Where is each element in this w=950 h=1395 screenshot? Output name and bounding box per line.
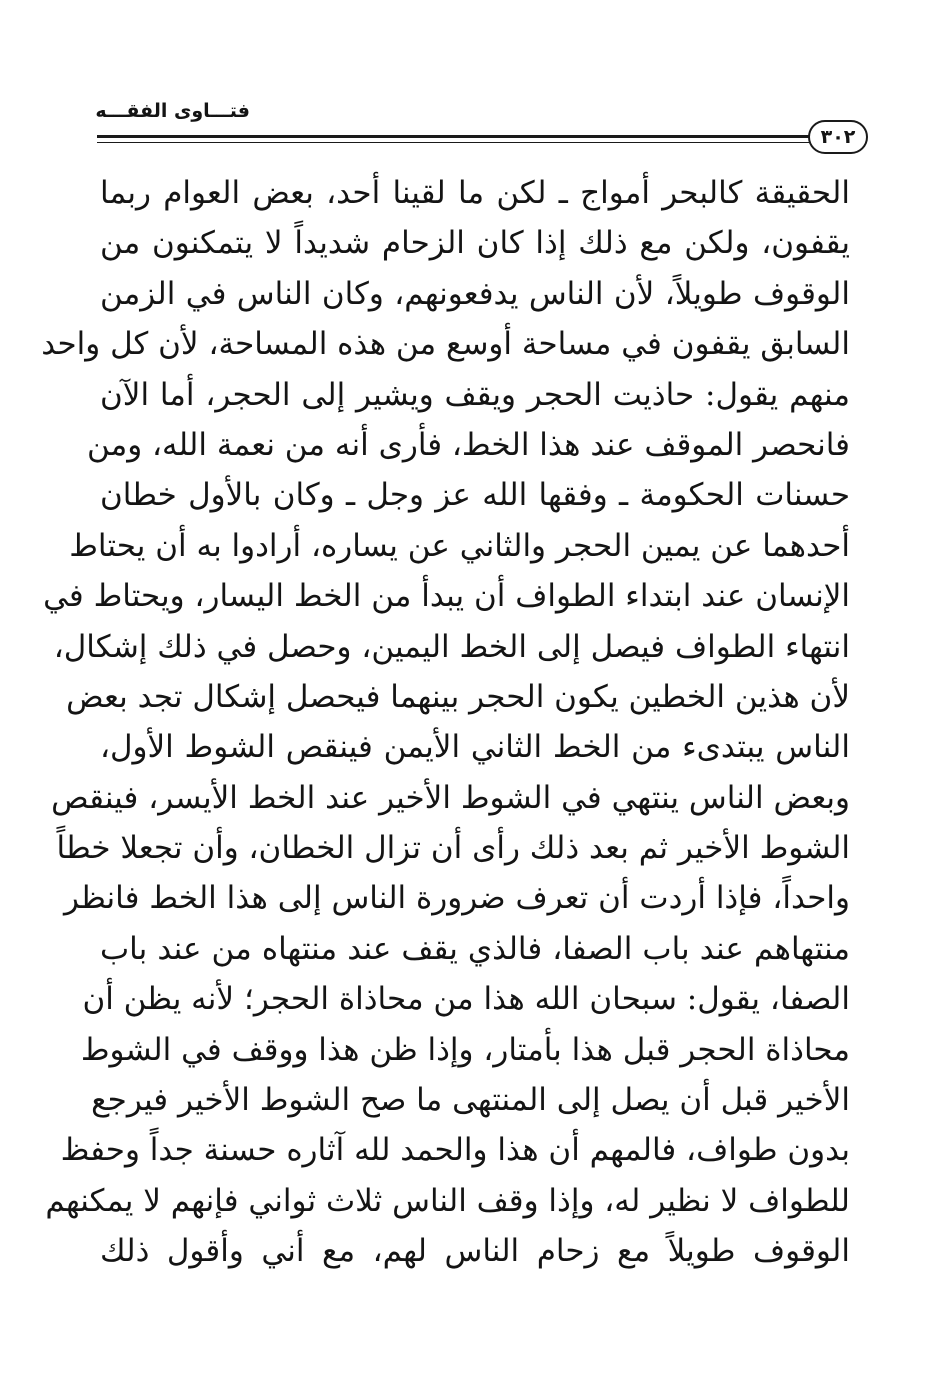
text-line: منتهاهم عند باب الصفا، فالذي يقف عند منتهاه من عند باب xyxy=(100,930,850,967)
text-line: محاذاة الحجر قبل هذا بأمتار، وإذا ظن هذا ووقف في الشوط xyxy=(80,1031,850,1068)
text-line: الحقيقة كالبحر أمواج ـ لكن ما لقينا أحد، بعض العوام ربما xyxy=(100,175,850,211)
text-line: الأخير قبل أن يصل إلى المنتهى ما صح الشوط الأخير فيرجع xyxy=(91,1082,850,1119)
text-line: انتهاء الطواف فيصل إلى الخط اليمين، وحصل في ذلك إشكال، xyxy=(53,628,850,665)
page-number-badge: ٣٠٢ xyxy=(808,120,868,154)
text-line: الإنسان عند ابتداء الطواف أن يبدأ من الخط اليسار، ويحتاط في xyxy=(43,578,850,615)
text-line: منهم يقول: حاذيت الحجر ويقف ويشير إلى الحجر، أما الآن xyxy=(100,376,850,413)
running-header-title: فتـــاوى الفقـــه xyxy=(95,100,250,122)
text-line: الصفا، يقول: سبحان الله هذا من محاذاة الحجر؛ لأنه يظن أن xyxy=(82,981,850,1018)
text-line: الشوط الأخير ثم بعد ذلك رأى أن تزال الخطان، وأن تجعلا خطاً xyxy=(56,830,850,867)
text-line: للطواف لا نظير له، وإذا وقف الناس ثلاث ثواني فإنهم لا يمكنهم xyxy=(45,1182,850,1219)
text-line: الوقوف طويلاً، لأن الناس يدفعونهم، وكان الناس في الزمن xyxy=(100,275,850,312)
text-line: السابق يقفون في مساحة أوسع من هذه المساحة، لأن كل واحد xyxy=(41,326,850,363)
text-line: لأن هذين الخطين يكون الحجر بينهما فيحصل إشكال تجد بعض xyxy=(66,678,850,715)
header-rule-thin xyxy=(97,142,812,143)
text-line: بدون طواف، فالمهم أن هذا والحمد لله آثاره حسنة جداً وحفظ xyxy=(60,1132,850,1169)
text-line: يقفون، ولكن مع ذلك إذا كان الزحام شديداً لا يتمكنون من xyxy=(100,225,850,262)
text-line: الناس يبتدىء من الخط الثاني الأيمن فينقص الشوط الأول، xyxy=(100,729,850,766)
text-line: أحدهما عن يمين الحجر والثاني عن يساره، أرادوا به أن يحتاط xyxy=(69,527,850,564)
text-line: فانحصر الموقف عند هذا الخط، فأرى أنه من نعمة الله، ومن xyxy=(87,426,850,463)
text-line: الوقوف طويلاً مع زحام الناس لهم، مع أني وأقول ذلك xyxy=(100,1233,850,1270)
header-rule-thick xyxy=(97,135,812,138)
text-line: حسنات الحكومة ـ وفقها الله عز وجل ـ وكان بالأول خطان xyxy=(100,477,850,514)
body-text xyxy=(41,168,850,1277)
text-line: واحداً، فإذا أردت أن تعرف ضرورة الناس إلى هذا الخط فانظر xyxy=(64,880,850,917)
text-line: وبعض الناس ينتهي في الشوط الأخير عند الخط الأيسر، فينقص xyxy=(51,779,850,816)
